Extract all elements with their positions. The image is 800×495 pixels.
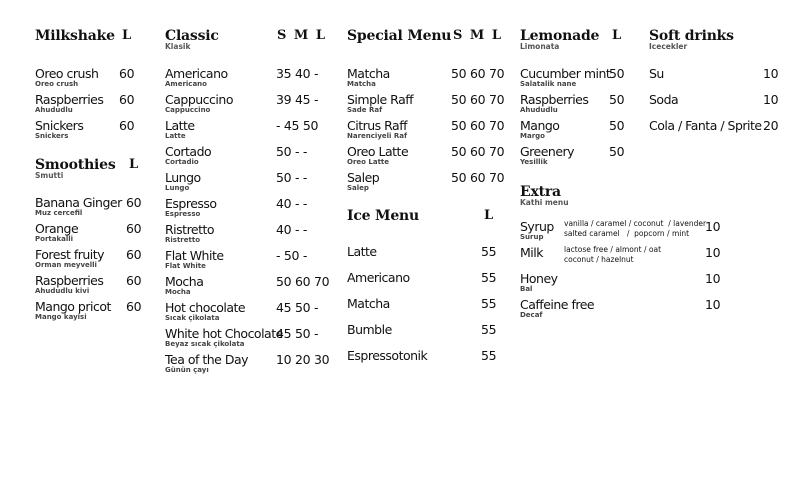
menu-item xyxy=(165,350,330,376)
item-subtitle: Oreo crush xyxy=(35,80,79,88)
menu-item xyxy=(35,64,145,90)
item-name: Hot chocolate xyxy=(165,300,246,315)
item-options: lactose free / almont / oat coconut / hazelnut xyxy=(564,245,662,264)
item-subtitle: Bal xyxy=(520,285,533,293)
menu-item xyxy=(165,116,330,142)
item-name: Oreo crush xyxy=(35,66,99,81)
item-price: 60 xyxy=(126,195,142,210)
milkshake-section xyxy=(35,28,145,142)
item-subtitle: Americano xyxy=(165,80,207,88)
menu-item xyxy=(520,295,720,321)
item-name: Orange xyxy=(35,221,79,236)
item-price: 50 xyxy=(609,118,625,133)
item-name: Cappuccino xyxy=(165,92,233,107)
item-subtitle: Flat White xyxy=(165,262,206,270)
menu-item xyxy=(35,245,145,271)
item-name: Snickers xyxy=(35,118,84,133)
classic-header xyxy=(165,28,330,56)
item-price: 50 xyxy=(609,66,625,81)
item-subtitle: Oreo Latte xyxy=(347,158,390,166)
item-price: 50 60 70 xyxy=(451,92,505,107)
item-price: 60 xyxy=(126,221,142,236)
menu-item xyxy=(520,90,630,116)
section-title: Soft drinks xyxy=(649,28,734,44)
item-name: Americano xyxy=(347,270,410,285)
extra-header xyxy=(520,184,720,212)
item-name: Ristretto xyxy=(165,222,215,237)
menu-item xyxy=(35,219,145,245)
item-price: 35 40 - xyxy=(276,66,319,81)
item-subtitle: Salep xyxy=(347,184,369,192)
item-subtitle: Narenciyeli Raf xyxy=(347,132,408,140)
item-name: Simple Raff xyxy=(347,92,414,107)
item-price: 50 - - xyxy=(276,170,308,185)
menu-item xyxy=(347,168,505,194)
menu-item xyxy=(649,116,779,142)
ice-menu-section xyxy=(347,208,502,372)
size-labels: S M L xyxy=(453,28,501,43)
menu-item xyxy=(165,298,330,324)
smoothies-header xyxy=(35,157,145,185)
item-name: Mango pricot xyxy=(35,299,111,314)
soft-drinks-section xyxy=(649,28,779,142)
item-subtitle: Sade Raf xyxy=(347,106,383,114)
item-subtitle: Latte xyxy=(165,132,186,140)
item-name: Americano xyxy=(165,66,228,81)
item-price: 60 xyxy=(119,118,135,133)
item-subtitle: Espresso xyxy=(165,210,201,218)
item-name: Mango xyxy=(520,118,560,133)
item-subtitle: Margo xyxy=(520,132,545,140)
item-name: Cucumber mint xyxy=(520,66,611,81)
item-price: 55 xyxy=(481,270,497,285)
menu-item xyxy=(35,116,145,142)
special-menu-section xyxy=(347,28,505,194)
menu-item xyxy=(347,142,505,168)
menu-item xyxy=(520,217,720,243)
menu-item xyxy=(520,269,720,295)
item-price: 10 xyxy=(763,92,779,107)
item-price: 60 xyxy=(126,273,142,288)
item-name: Cortado xyxy=(165,144,212,159)
item-price: 45 50 - xyxy=(276,300,319,315)
section-subtitle: Klasik xyxy=(165,42,191,51)
size-labels: L xyxy=(122,28,132,43)
menu-item xyxy=(649,90,779,116)
section-title: Extra xyxy=(520,184,561,200)
item-price: 50 60 70 xyxy=(276,274,330,289)
size-labels: L xyxy=(612,28,622,43)
item-name: Forest fruity xyxy=(35,247,105,262)
item-name: Raspberries xyxy=(35,92,104,107)
item-subtitle: Sıcak çikolata xyxy=(165,314,220,322)
size-labels: L xyxy=(484,208,494,223)
lemonade-header xyxy=(520,28,630,56)
item-subtitle: Surup xyxy=(520,233,544,241)
menu-item xyxy=(347,242,502,268)
item-name: Milk xyxy=(520,245,543,260)
menu-item xyxy=(35,297,145,323)
item-name: Matcha xyxy=(347,296,390,311)
item-price: 10 20 30 xyxy=(276,352,330,367)
item-name: Salep xyxy=(347,170,380,185)
item-price: 50 60 70 xyxy=(451,170,505,185)
item-name: Matcha xyxy=(347,66,390,81)
item-price: 55 xyxy=(481,348,497,363)
menu-item xyxy=(347,320,502,346)
item-price: 50 xyxy=(609,144,625,159)
item-name: Caffeine free xyxy=(520,297,595,312)
item-price: 55 xyxy=(481,322,497,337)
item-subtitle: Ahududlu kivi xyxy=(35,287,90,295)
item-price: 50 - - xyxy=(276,144,308,159)
item-name: Soda xyxy=(649,92,679,107)
lemonade-section xyxy=(520,28,630,168)
item-price: 55 xyxy=(481,244,497,259)
menu-item xyxy=(165,142,330,168)
item-name: Oreo Latte xyxy=(347,144,409,159)
item-price: 10 xyxy=(763,66,779,81)
section-title: Special Menu xyxy=(347,28,452,44)
item-price: 60 xyxy=(126,299,142,314)
item-price: 50 60 70 xyxy=(451,144,505,159)
menu-item xyxy=(165,194,330,220)
item-name: Bumble xyxy=(347,322,392,337)
menu-item xyxy=(520,243,720,269)
extra-section xyxy=(520,184,720,321)
item-price: 50 xyxy=(609,92,625,107)
item-subtitle: Orman meyvelli xyxy=(35,261,97,269)
item-name: Raspberries xyxy=(35,273,104,288)
section-subtitle: Icecekler xyxy=(649,42,688,51)
special-menu-header xyxy=(347,28,502,56)
menu-item xyxy=(347,64,505,90)
menu-item xyxy=(347,294,502,320)
milkshake-header xyxy=(35,28,145,56)
item-subtitle: Ahududlu xyxy=(520,106,558,114)
item-subtitle: Ahududlu xyxy=(35,106,73,114)
smoothies-section xyxy=(35,157,145,323)
size-labels: L xyxy=(129,157,139,172)
section-title: Smoothies xyxy=(35,157,116,173)
item-price: 10 xyxy=(705,297,721,312)
item-price: 50 60 70 xyxy=(451,118,505,133)
item-name: Mocha xyxy=(165,274,204,289)
item-subtitle: Muz cercefil xyxy=(35,209,83,217)
menu-item xyxy=(520,116,630,142)
menu-item xyxy=(649,64,779,90)
menu-item xyxy=(165,220,330,246)
menu-item xyxy=(520,142,630,168)
menu-item xyxy=(165,64,330,90)
item-subtitle: Lungo xyxy=(165,184,190,192)
menu-item xyxy=(347,268,502,294)
item-name: Syrup xyxy=(520,219,554,234)
item-subtitle: Cortadio xyxy=(165,158,199,166)
item-name: Espressotonik xyxy=(347,348,428,363)
menu-item xyxy=(347,90,505,116)
item-price: 55 xyxy=(481,296,497,311)
item-price: 40 - - xyxy=(276,196,308,211)
item-subtitle: Matcha xyxy=(347,80,376,88)
menu-item xyxy=(165,272,330,298)
section-title: Milkshake xyxy=(35,28,115,44)
item-name: White hot Chocolate xyxy=(165,326,283,341)
item-subtitle: Decaf xyxy=(520,311,543,319)
menu-item xyxy=(165,246,330,272)
item-price: 10 xyxy=(705,219,721,234)
section-subtitle: Kathi menu xyxy=(520,198,569,207)
item-price: 20 xyxy=(763,118,779,133)
menu-item xyxy=(520,64,630,90)
menu-item xyxy=(35,271,145,297)
section-title: Classic xyxy=(165,28,219,44)
item-name: Flat White xyxy=(165,248,224,263)
menu-item xyxy=(165,324,330,350)
item-subtitle: Ristretto xyxy=(165,236,201,244)
item-subtitle: Mocha xyxy=(165,288,191,296)
item-name: Citrus Raff xyxy=(347,118,408,133)
item-name: Su xyxy=(649,66,664,81)
item-price: - 45 50 xyxy=(276,118,319,133)
section-subtitle: Smutti xyxy=(35,171,64,180)
item-price: 10 xyxy=(705,271,721,286)
item-price: 40 - - xyxy=(276,222,308,237)
section-subtitle: Limonata xyxy=(520,42,560,51)
item-name: Espresso xyxy=(165,196,217,211)
item-subtitle: Beyaz sıcak çikolata xyxy=(165,340,245,348)
item-options: vanilla / caramel / coconut / lavender salted caramel / popcorn / mint xyxy=(564,219,707,238)
item-name: Latte xyxy=(165,118,195,133)
item-name: Lungo xyxy=(165,170,201,185)
item-name: Greenery xyxy=(520,144,575,159)
menu-item xyxy=(165,168,330,194)
item-subtitle: Salatalik nane xyxy=(520,80,577,88)
item-subtitle: Günün çayı xyxy=(165,366,209,374)
item-name: Latte xyxy=(347,244,377,259)
classic-section xyxy=(165,28,330,376)
menu-item xyxy=(35,90,145,116)
menu-item xyxy=(165,90,330,116)
ice-menu-header xyxy=(347,208,502,236)
item-name: Banana Ginger xyxy=(35,195,122,210)
item-name: Tea of the Day xyxy=(165,352,249,367)
item-price: 50 60 70 xyxy=(451,66,505,81)
item-subtitle: Snickers xyxy=(35,132,69,140)
menu-item xyxy=(35,193,145,219)
menu-item xyxy=(347,346,502,372)
item-subtitle: Yesillik xyxy=(520,158,548,166)
item-name: Cola / Fanta / Sprite xyxy=(649,118,762,133)
item-subtitle: Cappuccino xyxy=(165,106,211,114)
item-price: 10 xyxy=(705,245,721,260)
item-price: - 50 - xyxy=(276,248,308,263)
item-price: 60 xyxy=(119,66,135,81)
section-title: Ice Menu xyxy=(347,208,420,224)
soft-drinks-header xyxy=(649,28,779,56)
item-name: Honey xyxy=(520,271,558,286)
size-labels: S M L xyxy=(277,28,325,43)
section-title: Lemonade xyxy=(520,28,600,44)
item-price: 60 xyxy=(119,92,135,107)
item-price: 39 45 - xyxy=(276,92,319,107)
item-price: 45 50 - xyxy=(276,326,319,341)
item-price: 60 xyxy=(126,247,142,262)
item-name: Raspberries xyxy=(520,92,589,107)
item-subtitle: Mango kayisi xyxy=(35,313,87,321)
menu-item xyxy=(347,116,505,142)
item-subtitle: Portakalli xyxy=(35,235,74,243)
